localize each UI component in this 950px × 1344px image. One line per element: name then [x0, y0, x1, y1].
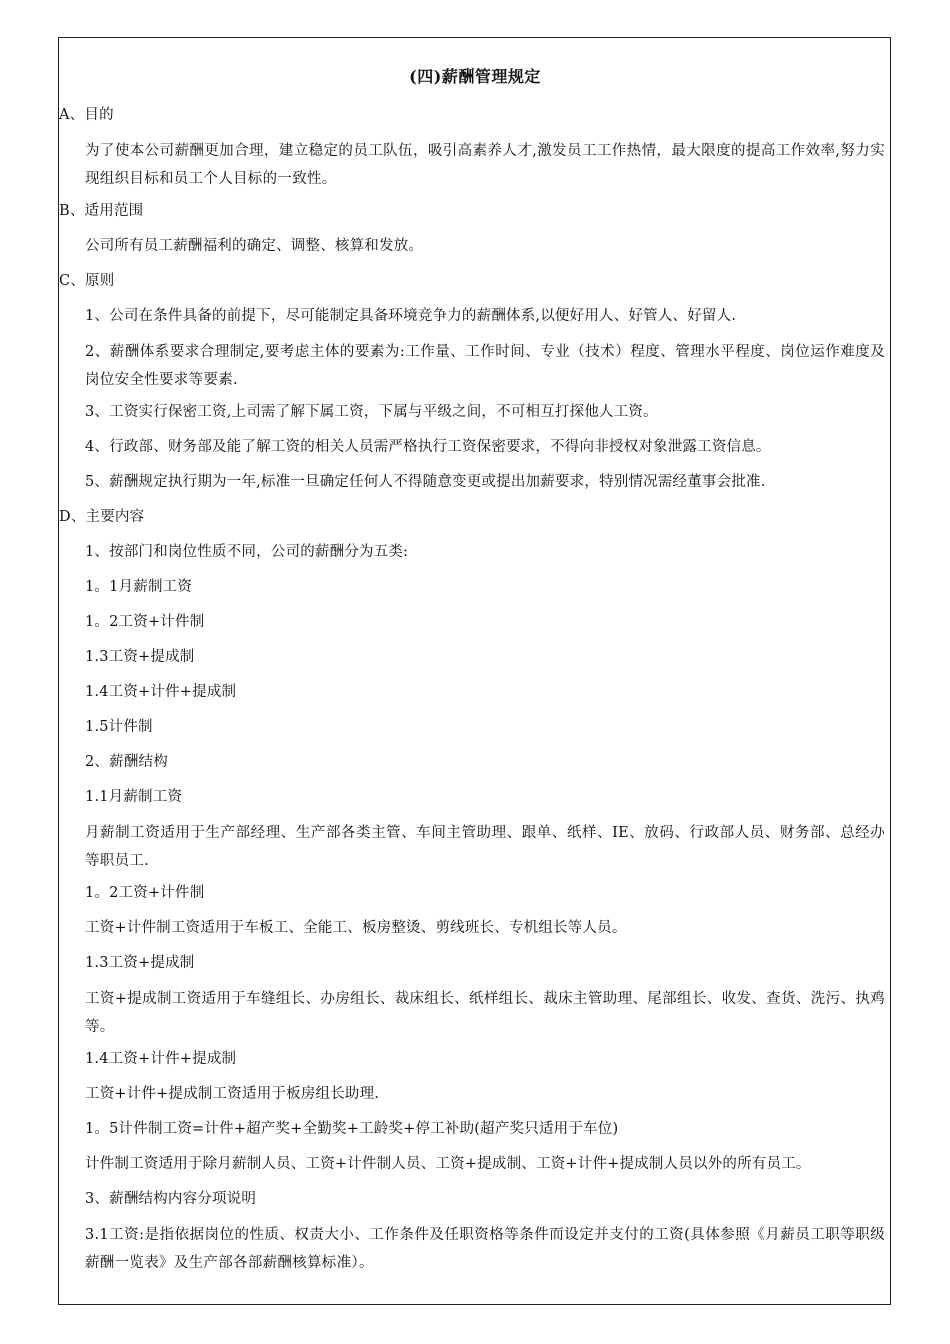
content-line: 工资+计件+提成制工资适用于板房组长助理. — [85, 1086, 380, 1102]
content-line: 1。2工资+计件制 — [85, 885, 205, 901]
section-a-heading: A、目的 — [59, 107, 114, 123]
content-line: 2、薪酬结构 — [85, 754, 168, 770]
content-line: 工资+计件制工资适用于车板工、全能工、板房整烫、剪线班长、专机组长等人员。 — [85, 920, 627, 936]
content-paragraph: 3.1工资:是指依据岗位的性质、权责大小、工作条件及任职资格等条件而设定并支付的工资(具体参照《月薪员工职等职级薪酬一览表》及生产部各部薪酬核算标准）。 — [85, 1227, 885, 1271]
content-line: 1.1月薪制工资 — [85, 789, 183, 805]
content-line: 1.3工资+提成制 — [85, 649, 195, 665]
content-line: 1。2工资+计件制 — [85, 614, 205, 630]
document-frame — [58, 37, 891, 1305]
principle-item: 3、工资实行保密工资,上司需了解下属工资，下属与平级之间，不可相互打探他人工资。 — [85, 404, 658, 420]
content-line: 1.4工资+计件+提成制 — [85, 684, 237, 700]
content-paragraph: 月薪制工资适用于生产部经理、生产部各类主管、车间主管助理、跟单、纸样、IE、放码、行政部人员、财务部、总经办等职员工. — [85, 825, 885, 869]
principle-item: 2、薪酬体系要求合理制定,要考虑主体的要素为:工作量、工作时间、专业（技术）程度、管理水平程度、岗位运作难度及岗位安全性要求等要素. — [85, 344, 885, 388]
document-title: (四)薪酬管理规定 — [409, 67, 541, 86]
content-line: 3、薪酬结构内容分项说明 — [85, 1191, 257, 1207]
section-a-text: 为了使本公司薪酬更加合理，建立稳定的员工队伍，吸引高素养人才,激发员工工作热情，最大限度的提高工作效率,努力实现组织目标和员工个人目标的一致性。 — [85, 143, 885, 187]
content-line: 1。5计件制工资=计件+超产奖+全勤奖+工龄奖+停工补助(超产奖只适用于车位) — [85, 1121, 619, 1137]
section-b-heading: B、适用范围 — [59, 203, 144, 219]
content-line: 1、按部门和岗位性质不同，公司的薪酬分为五类: — [85, 544, 409, 560]
content-line: 1。1月薪制工资 — [85, 579, 193, 595]
principle-item: 5、薪酬规定执行期为一年,标准一旦确定任何人不得随意变更或提出加薪要求，特别情况需经董事会批准. — [85, 474, 766, 490]
content-paragraph: 工资+提成制工资适用于车缝组长、办房组长、裁床组长、纸样组长、裁床主管助理、尾部组长、收发、查货、洗污、执鸡等。 — [85, 991, 885, 1035]
content-line: 1.5计件制 — [85, 719, 153, 735]
principle-item: 1、公司在条件具备的前提下，尽可能制定具备环境竞争力的薪酬体系,以便好用人、好管人、好留人. — [85, 308, 737, 324]
section-c-heading: C、原则 — [59, 273, 115, 289]
content-line: 1.4工资+计件+提成制 — [85, 1051, 237, 1067]
section-b-text: 公司所有员工薪酬福利的确定、调整、核算和发放。 — [85, 238, 424, 254]
content-line: 计件制工资适用于除月薪制人员、工资+计件制人员、工资+提成制、工资+计件+提成制人员以外的所有员工。 — [85, 1156, 811, 1172]
content-line: 1.3工资+提成制 — [85, 955, 195, 971]
section-d-heading: D、主要内容 — [59, 509, 145, 525]
principle-item: 4、行政部、财务部及能了解工资的相关人员需严格执行工资保密要求，不得向非授权对象泄露工资信息。 — [85, 439, 771, 455]
